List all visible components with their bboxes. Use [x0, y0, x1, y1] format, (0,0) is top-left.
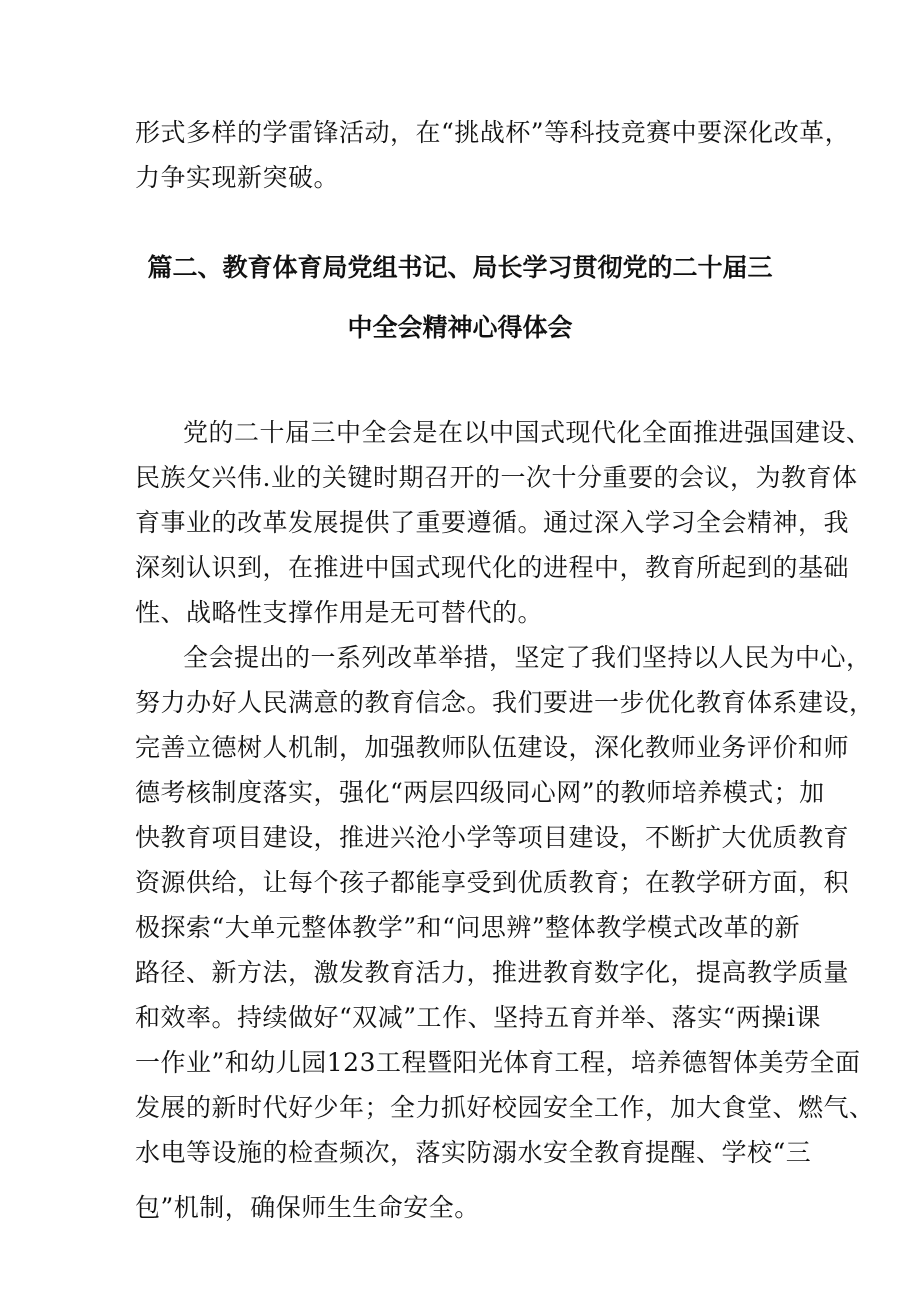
paragraph2-line-6: 资源供给，让每个孩子都能享受到优质教育；在教学研方面，积 [135, 868, 850, 897]
paragraph2-line-7: 极探索“大单元整体教学”和“问思辨”整体教学模式改革的新 [135, 913, 801, 942]
paragraph1-line-1: 党的二十届三中全会是在以中国式现代化全面推进强国建设、 [183, 418, 872, 447]
paragraph2-line-10: 一作业”和幼儿园123工程暨阳光体育工程，培养德智体美劳全面 [135, 1048, 861, 1077]
paragraph2-line-13: 包”机制，确保师生生命安全。 [135, 1193, 480, 1222]
paragraph2-line-11: 发展的新时代好少年；全力抓好校园安全工作，加大食堂、燃气、 [135, 1093, 875, 1122]
heading-line-1: 篇二、教育体育局党组书记、局长学习贯彻党的二十届三 [147, 253, 773, 282]
heading-line-2: 中全会精神心得体会 [347, 313, 573, 342]
paragraph1-line-5: 性、战略性支撑作用是无可替代的。 [135, 598, 544, 627]
paragraph2-line-8: 路径、新方法，激发教育活力，推进教育数字化，提高教学质量 [135, 958, 850, 987]
paragraph2-line-12: 水电等设施的检查频次，落实防溺水安全教育提醒、学校“三 [135, 1138, 812, 1167]
paragraph2-line-5: 快教育项目建设，推进兴沧小学等项目建设，不断扩大优质教育 [135, 823, 850, 852]
paragraph2-line-1: 全会提出的一系列改革举措，坚定了我们坚持以人民为中心， [183, 643, 872, 672]
intro-line-2: 力争实现新突破。 [135, 163, 340, 192]
paragraph2-line-2: 努力办好人民满意的教育信念。我们要进一步优化教育体系建设， [135, 688, 875, 717]
paragraph2-line-3: 完善立德树人机制，加强教师队伍建设，深化教师业务评价和师 [135, 733, 850, 762]
paragraph1-line-4: 深刻认识到，在推进中国式现代化的进程中，教育所起到的基础 [135, 553, 850, 582]
paragraph2-line-9: 和效率。持续做好“双减”工作、坚持五育并举、落实“两操i课 [135, 1003, 821, 1032]
paragraph1-line-2: 民族攵兴伟.业的关键时期召开的一次十分重要的会议，为教育体 [135, 463, 858, 492]
paragraph2-line-4: 德考核制度落实，强化“两层四级同心网”的教师培养模式；加 [135, 778, 825, 807]
paragraph1-line-3: 育事业的改革发展提供了重要遵循。通过深入学习全会精神，我 [135, 508, 850, 537]
intro-line-1: 形式多样的学雷锋活动，在“挑战杯”等科技竞赛中要深化改革， [135, 118, 851, 147]
